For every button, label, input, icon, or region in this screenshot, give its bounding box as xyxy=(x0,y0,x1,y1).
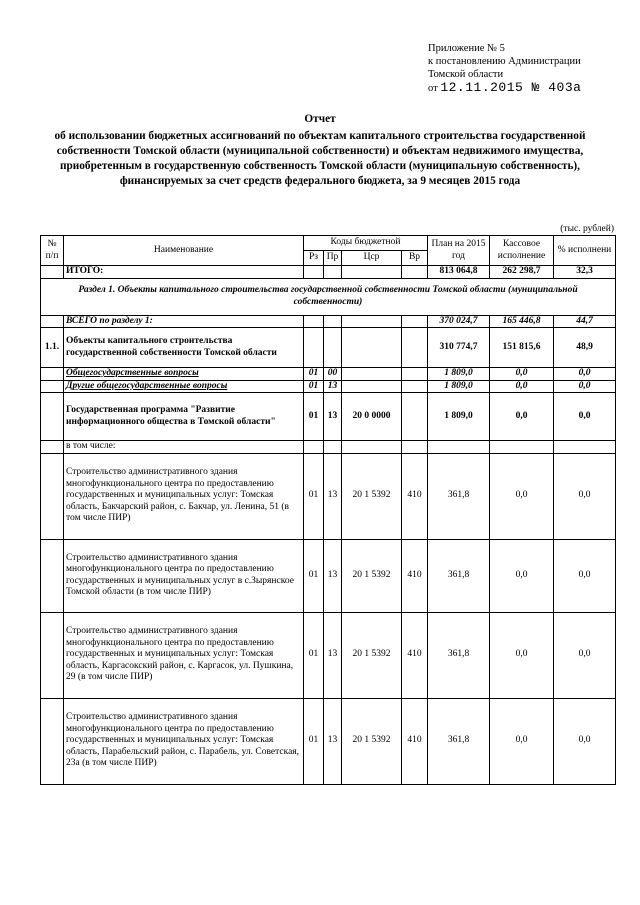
appendix-line-1: Приложение № 5 xyxy=(428,43,505,54)
row-name: Строительство административного здания многофункционального центра по предоставлению государственных и муниципальных услуг: Томская область, Каргасокский район, с. Каргасок, ул. Пушкина, 29 (в том числе ПИР) xyxy=(64,612,304,698)
total-pct: 32,3 xyxy=(554,266,616,279)
row-name: Строительство административного здания многофункционального центра по предоставлению государственных и муниципальных услуг в с.Зырянское Томской области (в том числе ПИР) xyxy=(64,539,304,612)
header-name: Наименование xyxy=(64,236,304,266)
row-cash: 0,0 xyxy=(490,539,554,612)
header-pr: Пр xyxy=(324,251,342,266)
total-row xyxy=(41,266,616,279)
appendix-line-2: к постановлению Администрации xyxy=(428,56,581,67)
item-11-pct: 48,9 xyxy=(554,328,616,368)
general-name: Общегосударственные вопросы xyxy=(64,368,304,381)
section-total-cash: 165 446,8 xyxy=(490,315,554,328)
row-plan: 361,8 xyxy=(428,698,490,784)
unit-note: (тыс. рублей) xyxy=(560,224,614,234)
row-rz: 01 xyxy=(304,698,324,784)
table-row xyxy=(41,612,616,698)
item-11-cash: 151 815,6 xyxy=(490,328,554,368)
other-rz: 01 xyxy=(304,380,324,393)
row-pct: 0,0 xyxy=(554,612,616,698)
header-rz: Рз xyxy=(304,251,324,266)
row-vr: 410 xyxy=(402,539,428,612)
header-vr: Вр xyxy=(402,251,428,266)
row-rz: 01 xyxy=(304,612,324,698)
program-plan: 1 809,0 xyxy=(428,393,490,441)
item-11-name: Объекты капитального строительства государственной собственности Томской области xyxy=(64,328,304,368)
section-total-plan: 370 024,7 xyxy=(428,315,490,328)
row-cash: 0,0 xyxy=(490,698,554,784)
table-row xyxy=(41,698,616,784)
report-title-line-1: Отчет xyxy=(304,113,336,125)
general-row xyxy=(41,368,616,381)
row-pct: 0,0 xyxy=(554,539,616,612)
header-cash: Кассовое исполнение xyxy=(490,236,554,266)
program-pr: 13 xyxy=(324,393,342,441)
header-row-1 xyxy=(41,236,616,251)
row-csr: 20 1 5392 xyxy=(342,453,402,539)
row-name: Строительство административного здания многофункционального центра по предоставлению государственных и муниципальных услуг: Томская область, Бакчарский район, с. Бакчар, ул. Ленина, 51 (в том числе ПИР) xyxy=(64,453,304,539)
row-pr: 13 xyxy=(324,453,342,539)
report-title-line-2: об использовании бюджетных ассигнований по объектам капитального строительства государственной собственности Томской области (муниципальной собственности) и объектам недвижимого имущества, приобретенным в государственную собственность Томской области (муниципальную собственность), финансируемых за счет средств федерального бюджета, за 9 месяцев 2015 года xyxy=(54,130,586,187)
row-pr: 13 xyxy=(324,612,342,698)
appendix-ref-prefix: от xyxy=(428,83,438,94)
including-row xyxy=(41,441,616,454)
appendix-line-3: Томской области xyxy=(428,69,504,80)
row-rz: 01 xyxy=(304,453,324,539)
total-plan: 813 064,8 xyxy=(428,266,490,279)
general-pr: 00 xyxy=(324,368,342,381)
row-pr: 13 xyxy=(324,698,342,784)
program-name: Государственная программа "Развитие информационного общества в Томской области" xyxy=(64,393,304,441)
program-row xyxy=(41,393,616,441)
header-num: № п/п xyxy=(41,236,64,266)
section-total-row xyxy=(41,315,616,328)
row-plan: 361,8 xyxy=(428,612,490,698)
row-rz: 01 xyxy=(304,539,324,612)
header-codes: Коды бюджетной xyxy=(304,236,428,251)
header-csr: Цср xyxy=(342,251,402,266)
row-vr: 410 xyxy=(402,698,428,784)
row-pct: 0,0 xyxy=(554,698,616,784)
item-11-row xyxy=(41,328,616,368)
general-plan: 1 809,0 xyxy=(428,368,490,381)
row-csr: 20 1 5392 xyxy=(342,698,402,784)
other-pct: 0,0 xyxy=(554,380,616,393)
section-row xyxy=(41,278,616,315)
row-csr: 20 1 5392 xyxy=(342,612,402,698)
including-label: в том числе: xyxy=(64,441,304,454)
row-plan: 361,8 xyxy=(428,453,490,539)
program-rz: 01 xyxy=(304,393,324,441)
appendix-ref-number: 12.11.2015 № 403а xyxy=(440,80,582,95)
other-name: Другие общегосударственные вопросы xyxy=(64,380,304,393)
item-11-plan: 310 774,7 xyxy=(428,328,490,368)
other-row xyxy=(41,380,616,393)
other-pr: 13 xyxy=(324,380,342,393)
row-vr: 410 xyxy=(402,453,428,539)
program-cash: 0,0 xyxy=(490,393,554,441)
row-vr: 410 xyxy=(402,612,428,698)
general-cash: 0,0 xyxy=(490,368,554,381)
row-name: Строительство административного здания многофункционального центра по предоставлению государственных и муниципальных услуг: Томская область, Парабельский район, с. Парабель, ул. Советская, 23а (в том числе ПИР) xyxy=(64,698,304,784)
appendix-ref xyxy=(428,81,628,95)
section-total-label: ВСЕГО по разделу 1: xyxy=(64,315,304,328)
row-pr: 13 xyxy=(324,539,342,612)
total-label: ИТОГО: xyxy=(64,266,304,279)
table-row xyxy=(41,539,616,612)
table-row xyxy=(41,453,616,539)
general-rz: 01 xyxy=(304,368,324,381)
section-title: Раздел 1. Объекты капитального строительства государственной собственности Томской области (муниципальной собственности) xyxy=(41,278,616,315)
section-total-pct: 44,7 xyxy=(554,315,616,328)
row-cash: 0,0 xyxy=(490,612,554,698)
report-table xyxy=(40,235,616,785)
other-plan: 1 809,0 xyxy=(428,380,490,393)
total-cash: 262 298,7 xyxy=(490,266,554,279)
program-csr: 20 0 0000 xyxy=(342,393,402,441)
item-11-num: 1.1. xyxy=(41,328,64,368)
appendix-block xyxy=(428,42,628,95)
row-pct: 0,0 xyxy=(554,453,616,539)
row-csr: 20 1 5392 xyxy=(342,539,402,612)
header-pct: % исполнени xyxy=(554,236,616,266)
general-pct: 0,0 xyxy=(554,368,616,381)
row-cash: 0,0 xyxy=(490,453,554,539)
program-pct: 0,0 xyxy=(554,393,616,441)
report-title xyxy=(40,112,600,189)
header-plan: План на 2015 год xyxy=(428,236,490,266)
row-plan: 361,8 xyxy=(428,539,490,612)
other-cash: 0,0 xyxy=(490,380,554,393)
